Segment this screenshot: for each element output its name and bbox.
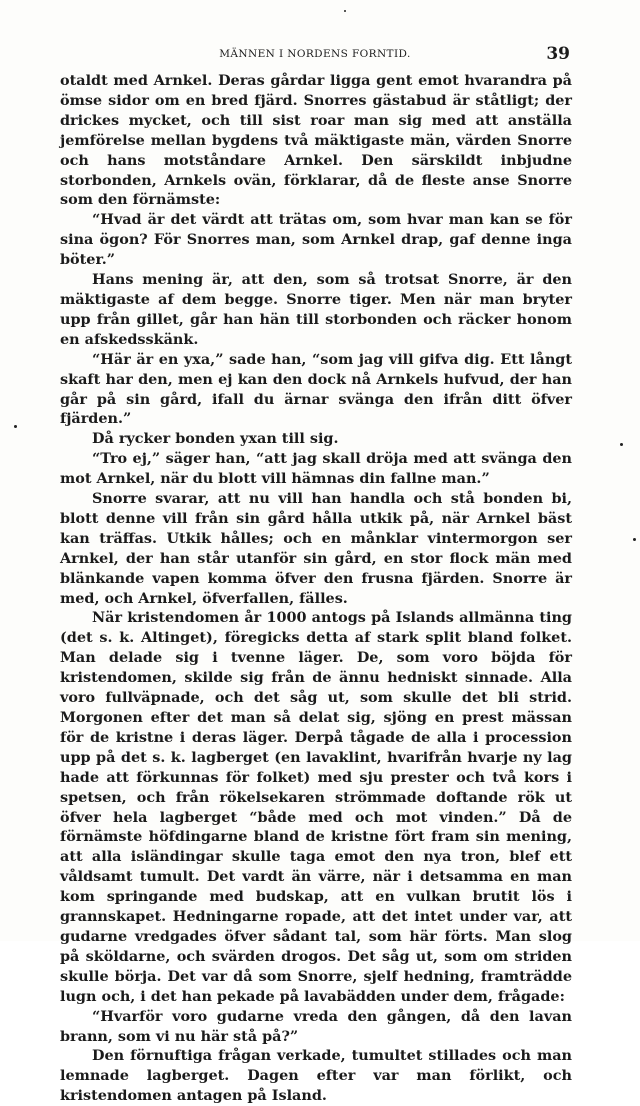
paragraph-2: “Hvad är det värdt att trätas om, som hvar man kan se för sina ögon? För Snorres man, som Arnkel drap, gaf denne inga böter.”: [60, 211, 572, 269]
paragraph-6: “Tro ej,” säger han, “att jag skall dröja med att svänga den mot Arnkel, när du blott vill hämnas din fallne man.”: [60, 450, 572, 488]
margin-speck-top: [344, 10, 346, 12]
paragraph-8: När kristendomen år 1000 antogs på Islands allmänna ting (det s. k. Altinget), föregicks detta af stark split bland folket. Man delade sig i tvenne läger. De, som voro böjda för kristendomen, skilde sig från de ännu hedniskt sinnade. Alla voro fullväpnade, och det såg ut, som skulle det bli strid. Morgonen efter det man så delat sig, sjöng en prest mässan för de kristne i deras läger. Derpå tågade de alla i procession upp på det s. k. lagberget (en lavaklint, hvarifrån hvarje ny lag hade att förkunnas för folket) med sju prester och två kors i spetsen, och från rökelsekaren strömmade doftande rök ut öfver hela lagberget “både med och mot vinden.” Då de förnämste höfdingarne bland de kristne fört fram sin mening, att alla isländingar skulle taga emot den nya tron, blef ett våldsamt tumult. Det vardt än värre, när i detsamma en man kom springande med budskap, att en vulkan brutit lös i grannskapet. Hedningarne ropade, att det intet under var, att gudarne vredgades öfver sådant tal, som här förts. Man slog på sköldarne, och svärden drogos. Det såg ut, som om striden skulle börja. Det var då som Snorre, sjelf hedning, framträdde lugn och, i det han pekade på lavabädden under dem, frågade:: [60, 609, 572, 1005]
paragraph-3: Hans mening är, att den, som så trotsat Snorre, är den mäktigaste af dem begge. Snorre tiger. Men när man bryter upp från gillet, går han hän till storbonden och räcker honom en afskedsskänk.: [60, 271, 572, 348]
page-header: [60, 44, 570, 64]
paragraph-5: Då rycker bonden yxan till sig.: [92, 430, 339, 448]
paragraph-9: “Hvarför voro gudarne vreda den gången, då den lavan brann, som vi nu här stå på?”: [60, 1007, 572, 1045]
body-text: [60, 71, 572, 1106]
page-number: 39: [546, 44, 570, 64]
running-title: MÄNNEN I NORDENS FORNTID.: [219, 48, 411, 60]
paragraph-4: “Här är en yxa,” sade han, “som jag vill gifva dig. Ett långt skaft har den, men ej kan den dock nå Arnkels hufvud, der han går på sin gård, ifall du ärnar svänga den ifrån ditt öfver fjärden.”: [60, 350, 572, 428]
paragraph-7: Snorre svarar, att nu vill han handla och stå bonden bi, blott denne vill från sin gård hålla utkik på, när Arnkel bäst kan träffas. Utkik hålles; och en månklar vintermorgon ser Arnkel, der han står utanför sin gård, en stor flock män med blänkande vapen komma öfver den frusna fjärden. Snorre är med, och Arnkel, öfverfallen, fälles.: [60, 490, 572, 607]
margin-speck-right: [620, 443, 623, 446]
margin-speck-right-lower: [633, 538, 636, 541]
paragraph-10: Den förnuftiga frågan verkade, tumultet stillades och man lemnade lagberget. Dagen efter var man förlikt, och kristendomen antagen på Island.: [60, 1047, 572, 1105]
margin-speck-left: [14, 425, 17, 428]
paragraph-1: otaldt med Arnkel. Deras gårdar ligga gent emot hvarandra på ömse sidor om en bred fjärd. Snorres gästabud är ståtligt; der drickes mycket, och till sist roar man sig med att anställa jemförelse mellan bygdens två mäktigaste män, värden Snorre och hans motståndare Arnkel. Den särskildt inbjudne storbonden, Arnkels ovän, förklarar, då de fleste anse Snorre som den förnämste:: [60, 72, 572, 209]
